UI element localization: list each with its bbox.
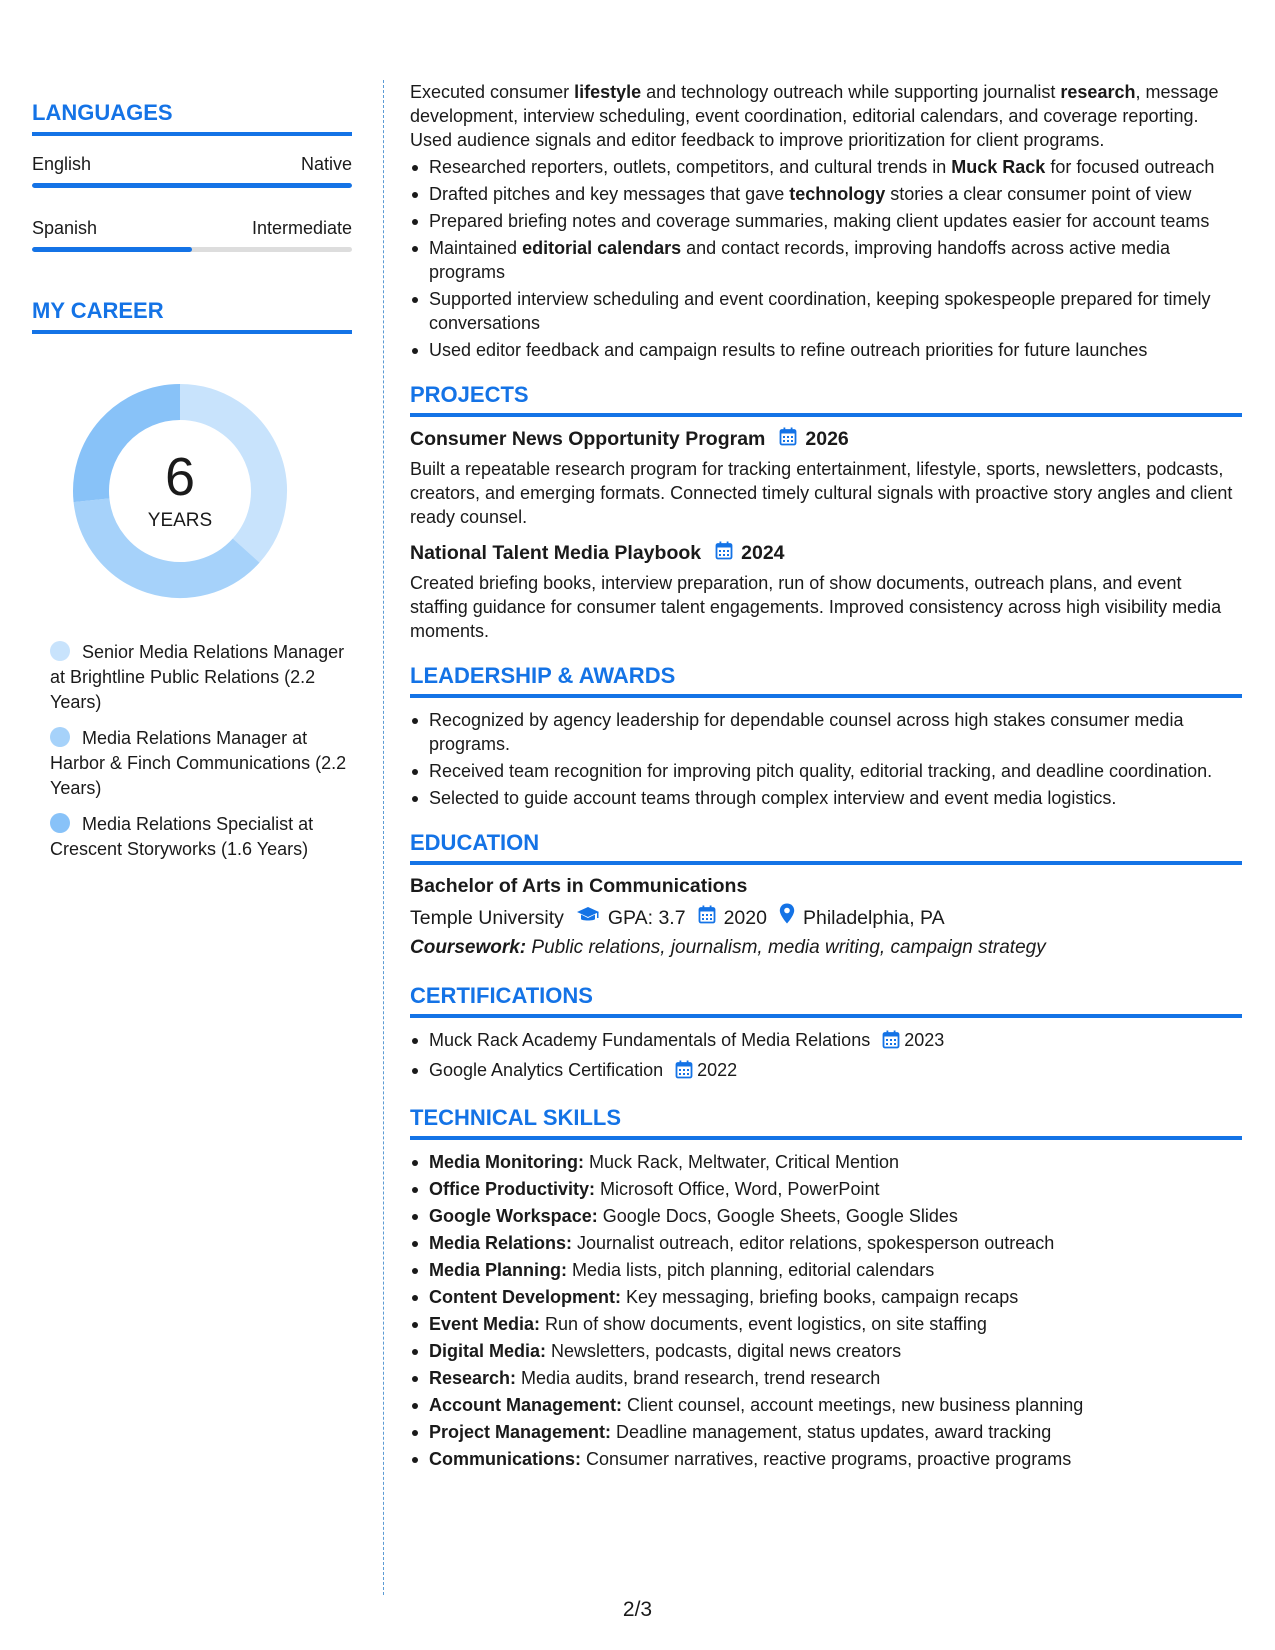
skill-value: Run of show documents, event logistics, on site staffing bbox=[540, 1314, 987, 1334]
project-year: 2024 bbox=[741, 542, 785, 564]
language-proficiency-fill bbox=[32, 247, 192, 252]
calendar-icon bbox=[882, 1030, 900, 1055]
language-name: English bbox=[32, 154, 92, 174]
graduation-cap-icon bbox=[576, 903, 600, 933]
skill-value: Deadline management, status updates, award tracking bbox=[611, 1422, 1052, 1442]
career-legend-label: Media Relations Manager at Harbor & Finch Communications (2.2 Years) bbox=[50, 728, 347, 798]
project-item bbox=[410, 427, 1242, 529]
skill-label: Account Management: bbox=[429, 1395, 623, 1415]
skill-label: Media Relations: bbox=[429, 1233, 573, 1253]
skill-value: Media audits, brand research, trend research bbox=[516, 1368, 881, 1388]
skill-value: Consumer narratives, reactive programs, proactive programs bbox=[581, 1449, 1072, 1469]
text-run: Used editor feedback and campaign results to refine outreach priorities for future launches bbox=[429, 340, 1148, 360]
career-total-unit: YEARS bbox=[147, 510, 213, 531]
page-number: 2/3 bbox=[622, 1598, 653, 1621]
calendar-icon bbox=[675, 1060, 693, 1085]
skill-value: Newsletters, podcasts, digital news creators bbox=[546, 1341, 902, 1361]
text-run: Prepared briefing notes and coverage summaries, making client updates easier for account teams bbox=[429, 211, 1210, 231]
language-name: Spanish bbox=[32, 218, 98, 238]
skill-label: Content Development: bbox=[429, 1287, 622, 1307]
experience-bullet bbox=[410, 287, 1242, 335]
bold-text: Muck Rack bbox=[951, 157, 1046, 177]
education-school: Temple University bbox=[410, 907, 564, 929]
skills-heading: TECHNICAL SKILLS bbox=[410, 1105, 1242, 1140]
education-gpa: GPA: 3.7 bbox=[607, 907, 686, 929]
skill-label: Research: bbox=[429, 1368, 517, 1388]
language-row bbox=[32, 154, 352, 175]
legend-dot-icon bbox=[50, 813, 70, 833]
skill-item bbox=[410, 1393, 1242, 1417]
text-run: Researched reporters, outlets, competitors, and cultural trends in bbox=[429, 157, 952, 177]
skill-item bbox=[410, 1150, 1242, 1174]
skill-value: Client counsel, account meetings, new business planning bbox=[622, 1395, 1084, 1415]
text-run: and contact records, improving handoffs across active media programs bbox=[429, 238, 1171, 282]
skill-value: Journalist outreach, editor relations, spokesperson outreach bbox=[572, 1233, 1055, 1253]
text-run: stories a clear consumer point of view bbox=[885, 184, 1192, 204]
project-title bbox=[410, 541, 1242, 566]
experience-bullet bbox=[410, 155, 1242, 179]
experience-summary bbox=[410, 80, 1242, 152]
text-run: , message development, interview scheduling, event coordination, editorial calendars, and coverage reporting. Used audience signals and editor feedback to improve prioritization for client programs. bbox=[410, 82, 1219, 150]
project-description: Created briefing books, interview preparation, run of show documents, outreach plans, and event staffing guidance for consumer talent engagements. Improved consistency across high visibility media moments. bbox=[410, 573, 1222, 641]
certification-name: Google Analytics Certification bbox=[429, 1060, 664, 1080]
language-row bbox=[32, 218, 352, 239]
skill-item bbox=[410, 1420, 1242, 1444]
text-run: Executed consumer bbox=[410, 82, 575, 102]
coursework-label: Coursework: bbox=[410, 937, 527, 958]
career-legend-label: Media Relations Specialist at Crescent Storyworks (1.6 Years) bbox=[50, 814, 314, 859]
skill-item bbox=[410, 1177, 1242, 1201]
bold-text: editorial calendars bbox=[522, 238, 682, 258]
text-run: for focused outreach bbox=[1045, 157, 1215, 177]
career-donut-center bbox=[67, 378, 293, 604]
calendar-icon bbox=[779, 427, 797, 452]
experience-bullets bbox=[410, 155, 1242, 362]
legend-dot-icon bbox=[50, 727, 70, 747]
skill-item bbox=[410, 1258, 1242, 1282]
bold-text: research bbox=[1060, 82, 1136, 102]
skill-label: Media Monitoring: bbox=[429, 1152, 584, 1172]
skill-label: Office Productivity: bbox=[429, 1179, 596, 1199]
project-year: 2026 bbox=[805, 428, 849, 450]
skill-label: Event Media: bbox=[429, 1314, 541, 1334]
experience-bullet bbox=[410, 236, 1242, 284]
text-run: Maintained bbox=[429, 238, 523, 258]
education-year: 2020 bbox=[723, 907, 767, 929]
education-degree: Bachelor of Arts in Communications bbox=[410, 875, 748, 897]
language-level: Intermediate bbox=[251, 218, 352, 238]
skill-item bbox=[410, 1339, 1242, 1363]
bold-text: lifestyle bbox=[574, 82, 642, 102]
skill-value: Media lists, pitch planning, editorial calendars bbox=[567, 1260, 935, 1280]
skill-item bbox=[410, 1285, 1242, 1309]
certification-item bbox=[410, 1028, 1242, 1055]
language-level: Native bbox=[300, 154, 352, 174]
career-total-years: 6 bbox=[164, 447, 196, 507]
skill-item bbox=[410, 1204, 1242, 1228]
coursework-text: Public relations, journalism, media writing, campaign strategy bbox=[526, 937, 1046, 958]
calendar-icon bbox=[698, 903, 716, 933]
education-coursework bbox=[410, 933, 1242, 963]
skill-label: Communications: bbox=[429, 1449, 582, 1469]
skill-value: Google Docs, Google Sheets, Google Slides bbox=[597, 1206, 958, 1226]
bold-text: technology bbox=[789, 184, 886, 204]
column-divider bbox=[383, 80, 384, 1595]
certification-year: 2023 bbox=[904, 1030, 945, 1050]
skill-label: Digital Media: bbox=[429, 1341, 547, 1361]
career-heading: MY CAREER bbox=[32, 298, 352, 334]
sidebar bbox=[32, 100, 352, 873]
education-location: Philadelphia, PA bbox=[802, 907, 945, 929]
skill-label: Google Workspace: bbox=[429, 1206, 598, 1226]
experience-bullet bbox=[410, 182, 1242, 206]
languages-list bbox=[32, 154, 352, 252]
text-run: and technology outreach while supporting journalist bbox=[641, 82, 1061, 102]
projects-heading: PROJECTS bbox=[410, 382, 1242, 417]
experience-bullet bbox=[410, 338, 1242, 362]
education-details bbox=[410, 903, 1242, 933]
skill-label: Media Planning: bbox=[429, 1260, 568, 1280]
project-name: National Talent Media Playbook bbox=[410, 542, 702, 564]
project-description: Built a repeatable research program for tracking entertainment, lifestyle, sports, newsletters, podcasts, creators, and emerging formats. Connected timely cultural signals with proactive story angles and client ready counsel. bbox=[410, 459, 1233, 527]
skill-item bbox=[410, 1447, 1242, 1471]
leadership-heading: LEADERSHIP & AWARDS bbox=[410, 663, 1242, 698]
career-donut-chart bbox=[67, 378, 293, 604]
languages-heading: LANGUAGES bbox=[32, 100, 352, 136]
certification-name: Muck Rack Academy Fundamentals of Media Relations bbox=[429, 1030, 871, 1050]
skill-value: Microsoft Office, Word, PowerPoint bbox=[595, 1179, 880, 1199]
certification-item bbox=[410, 1058, 1242, 1085]
legend-dot-icon bbox=[50, 641, 70, 661]
project-item bbox=[410, 541, 1242, 643]
calendar-icon bbox=[715, 541, 733, 566]
project-name: Consumer News Opportunity Program bbox=[410, 428, 766, 450]
skill-item bbox=[410, 1231, 1242, 1255]
language-proficiency-bar bbox=[32, 247, 352, 252]
leadership-item: Received team recognition for improving pitch quality, editorial tracking, and deadline coordination. bbox=[410, 759, 1242, 783]
certification-year: 2022 bbox=[697, 1060, 738, 1080]
career-legend-item bbox=[50, 812, 352, 862]
location-pin-icon bbox=[779, 903, 795, 933]
career-legend-item bbox=[50, 640, 352, 715]
leadership-item: Recognized by agency leadership for dependable counsel across high stakes consumer media programs. bbox=[410, 708, 1242, 756]
skill-item bbox=[410, 1312, 1242, 1336]
skill-value: Muck Rack, Meltwater, Critical Mention bbox=[583, 1152, 900, 1172]
projects-list bbox=[410, 427, 1242, 643]
text-run: Supported interview scheduling and event coordination, keeping spokespeople prepared for timely conversations bbox=[429, 289, 1211, 333]
skill-label: Project Management: bbox=[429, 1422, 612, 1442]
certifications-list bbox=[410, 1028, 1242, 1085]
leadership-list bbox=[410, 708, 1242, 810]
language-proficiency-fill bbox=[32, 183, 352, 188]
career-legend-item bbox=[50, 726, 352, 801]
text-run: Drafted pitches and key messages that gave bbox=[429, 184, 790, 204]
language-proficiency-bar bbox=[32, 183, 352, 188]
main-content bbox=[410, 80, 1242, 1471]
career-legend-label: Senior Media Relations Manager at Brightline Public Relations (2.2 Years) bbox=[50, 642, 345, 712]
career-legend bbox=[32, 640, 352, 862]
leadership-item: Selected to guide account teams through complex interview and event media logistics. bbox=[410, 786, 1242, 810]
skills-list bbox=[410, 1150, 1242, 1471]
education-heading: EDUCATION bbox=[410, 830, 1242, 865]
experience-bullet bbox=[410, 209, 1242, 233]
certifications-heading: CERTIFICATIONS bbox=[410, 983, 1242, 1018]
skill-value: Key messaging, briefing books, campaign recaps bbox=[621, 1287, 1019, 1307]
project-title bbox=[410, 427, 1242, 452]
skill-item bbox=[410, 1366, 1242, 1390]
